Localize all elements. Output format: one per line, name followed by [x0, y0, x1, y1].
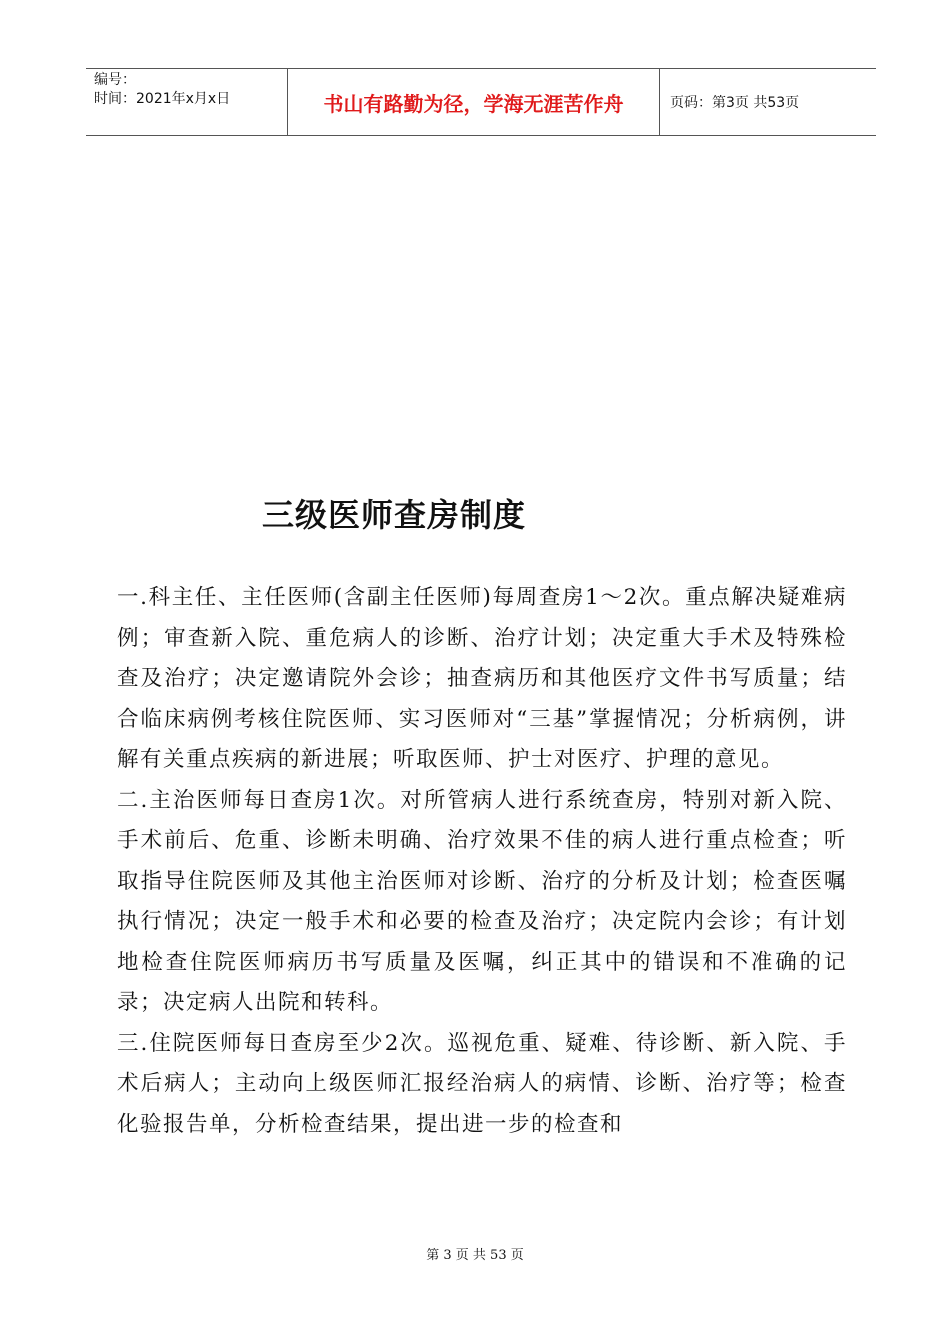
header-motto: 书山有路勤为径，学海无涯苦作舟	[287, 69, 660, 135]
document-time-label: 时间：2021年x月x日	[94, 91, 231, 107]
paragraph-3: 三.住院医师每日查房至少2次。巡视危重、疑难、待诊断、新入院、手术后病人；主动向上级医师汇报经治病人的病情、诊断、治疗等；检查化验报告单，分析检查结果，提出进一步的检查和	[117, 1030, 847, 1137]
page-footer: 第 3 页 共 53 页	[426, 1248, 524, 1263]
header-page-number: 页码：第3页 共53页	[670, 95, 800, 111]
document-title: 三级医师查房制度	[262, 496, 527, 534]
paragraph-1: 一.科主任、主任医师(含副主任医师)每周查房1～2次。重点解决疑难病例；审查新入院、重危病人的诊断、治疗计划；决定重大手术及特殊检查及治疗；决定邀请院外会诊；抽查病历和其他医疗文件书写质量；结合临床病例考核住院医师、实习医师对“三基”掌握情况；分析病例，讲解有关重点疾病的新进展；听取医师、护士对医疗、护理的意见。	[117, 585, 847, 772]
page-header	[86, 68, 876, 136]
document-body	[117, 578, 847, 1145]
header-meta	[86, 69, 287, 135]
document-number-label: 编号：	[94, 72, 136, 88]
paragraph-2: 二.主治医师每日查房1次。对所管病人进行系统查房，特别对新入院、手术前后、危重、诊断未明确、治疗效果不佳的病人进行重点检查；听取指导住院医师及其他主治医师对诊断、治疗的分析及计划；检查医嘱执行情况；决定一般手术和必要的检查及治疗；决定院内会诊；有计划地检查住院医师病历书写质量及医嘱，纠正其中的错误和不准确的记录；决定病人出院和转科。	[117, 787, 847, 1015]
